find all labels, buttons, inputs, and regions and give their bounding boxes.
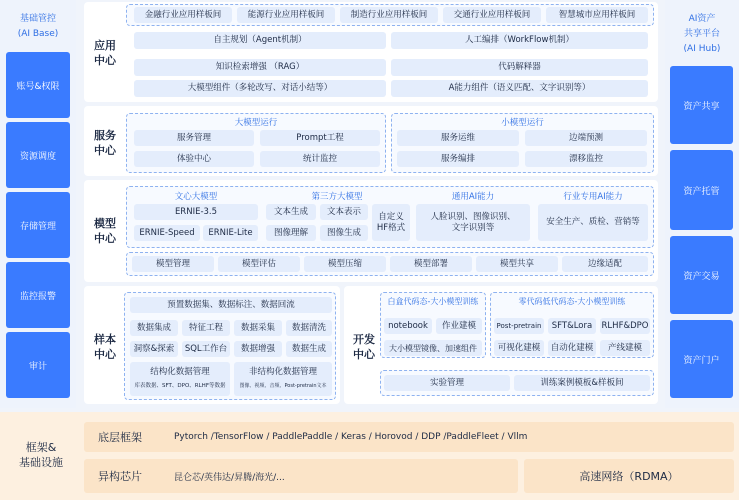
- dev-center-label: 开发 中心: [353, 333, 375, 361]
- sidebar-item-audit[interactable]: 审计: [6, 332, 70, 398]
- chip-label: 异构芯片: [98, 470, 142, 483]
- right-sidebar-title1: AI资产: [688, 14, 716, 24]
- big-model-run-title: 大模型运行: [234, 118, 278, 128]
- model-ernie-35[interactable]: ERNIE-3.5: [134, 204, 258, 220]
- sidebar-item-asset-share[interactable]: 资产共享: [670, 66, 733, 144]
- model-image-gen[interactable]: 图像生成: [320, 225, 368, 241]
- model-op-compress[interactable]: 模型压缩: [304, 256, 386, 272]
- app-item-rag[interactable]: 知识检索增强 （RAG）: [134, 59, 386, 76]
- model-industry-ai[interactable]: 安全生产、质检、营销等: [538, 204, 648, 241]
- model-op-deploy[interactable]: 模型部署: [390, 256, 472, 272]
- framework-value: Pytorch /TensorFlow / PaddlePaddle / Keras / Horovod / DDP /PaddleFleet / Vllm: [174, 432, 528, 442]
- model-op-share[interactable]: 模型共享: [476, 256, 558, 272]
- service-center-label: 服务 中心: [94, 129, 116, 157]
- app-item-workflow[interactable]: 人工编排（WorkFlow机制）: [391, 32, 648, 49]
- service-item-manage[interactable]: 服务管理: [134, 130, 254, 146]
- dev-post-pretrain[interactable]: Post-pretrain: [494, 318, 544, 334]
- dev-auto-modeling[interactable]: 自动化建模: [548, 340, 596, 356]
- app-item-code-interpreter[interactable]: 代码解释器: [391, 59, 648, 76]
- chip-value: 昆仑芯/英伟达/昇腾/海光/...: [174, 472, 285, 483]
- dev-visual-modeling[interactable]: 可视化建模: [494, 340, 544, 356]
- sample-insight[interactable]: 洞察&探索: [130, 341, 178, 357]
- service-item-drift[interactable]: 漂移监控: [525, 151, 647, 167]
- sample-collect[interactable]: 数据采集: [234, 320, 282, 336]
- service-item-orchestrate[interactable]: 服务编排: [397, 151, 519, 167]
- model-ernie-speed[interactable]: ERNIE-Speed: [134, 225, 200, 241]
- unstructured-data-desc: 图像、视频、音频、Post-pretrain文本: [239, 382, 327, 389]
- dev-sft-lora[interactable]: SFT&Lora: [548, 318, 596, 334]
- unstructured-data-card[interactable]: [234, 362, 332, 396]
- sidebar-item-scheduling[interactable]: 资源调度: [6, 122, 70, 188]
- whitebox-title: 白盒代码态-大小模型训练: [387, 297, 479, 306]
- app-item-finance[interactable]: 金融行业应用样板间: [134, 7, 232, 23]
- model-op-evaluate[interactable]: 模型评估: [218, 256, 300, 272]
- sidebar-item-monitoring[interactable]: 监控报警: [6, 262, 70, 328]
- dev-template[interactable]: 训练案例模板&样板间: [514, 375, 650, 391]
- left-sidebar-subtitle: (AI Base): [17, 29, 59, 39]
- third-party-title: 第三方大模型: [311, 192, 363, 202]
- left-sidebar-title: 基础管控: [19, 14, 56, 24]
- service-item-prompt[interactable]: Prompt工程: [260, 130, 380, 146]
- general-ai-title: 通用AI能力: [451, 192, 495, 202]
- lowcode-title: 零代码低代码态-大小模型训练: [518, 297, 626, 306]
- unstructured-data-title: 非结构化数据管理: [248, 366, 317, 377]
- dev-experiment[interactable]: 实验管理: [384, 375, 510, 391]
- dev-image-accel[interactable]: 大小模型镜像、加速组件: [384, 340, 482, 356]
- model-op-manage[interactable]: 模型管理: [132, 256, 214, 272]
- model-general-ai[interactable]: 人脸识别、图像识别、 文字识别等: [416, 204, 530, 241]
- right-sidebar-subtitle: (AI Hub): [683, 44, 721, 54]
- small-model-run-title: 小模型运行: [501, 118, 544, 128]
- sample-clean[interactable]: 数据清洗: [286, 320, 332, 336]
- wenxin-title: 文心大模型: [174, 192, 218, 202]
- dev-notebook[interactable]: notebook: [384, 318, 432, 334]
- app-item-energy[interactable]: 能源行业应用样板间: [237, 7, 335, 23]
- chip-row[interactable]: [84, 459, 518, 493]
- model-center-label: 模型 中心: [94, 217, 116, 245]
- sidebar-item-asset-hosting[interactable]: 资产托管: [670, 150, 733, 230]
- app-item-manufacture[interactable]: 制造行业应用样板间: [340, 7, 438, 23]
- structured-data-title: 结构化数据管理: [150, 366, 210, 377]
- framework-label: 底层框架: [98, 431, 142, 444]
- sidebar-item-storage[interactable]: 存储管理: [6, 192, 70, 258]
- app-item-ai-component[interactable]: A能力组件（语义匹配、文字识别等）: [391, 80, 648, 97]
- model-image-understand[interactable]: 图像理解: [266, 225, 316, 241]
- service-item-ops[interactable]: 服务运维: [397, 130, 519, 146]
- app-item-traffic[interactable]: 交通行业应用样板间: [443, 7, 541, 23]
- right-sidebar-title2: 共享平台: [683, 29, 720, 39]
- sample-integrate[interactable]: 数据集成: [130, 320, 178, 336]
- app-item-agent[interactable]: 自主规划（Agent机制）: [134, 32, 386, 49]
- model-text-embed[interactable]: 文本表示: [320, 204, 368, 220]
- sidebar-item-account[interactable]: 账号&权限: [6, 52, 70, 118]
- model-custom-hf[interactable]: 自定义 HF格式: [372, 204, 410, 241]
- sidebar-item-asset-trade[interactable]: 资产交易: [670, 236, 733, 314]
- model-op-edge[interactable]: 边缘适配: [562, 256, 648, 272]
- sample-center-label: 样本 中心: [94, 333, 116, 361]
- service-item-edge-predict[interactable]: 边端预测: [525, 130, 647, 146]
- sample-feature[interactable]: 特征工程: [182, 320, 230, 336]
- sample-top[interactable]: 预置数据集、数据标注、数据回流: [130, 297, 332, 313]
- service-item-experience[interactable]: 体验中心: [134, 151, 254, 167]
- network-cell[interactable]: 高速网络（RDMA）: [524, 459, 734, 493]
- sidebar-item-asset-portal[interactable]: 资产门户: [670, 320, 733, 398]
- structured-data-card[interactable]: [130, 362, 230, 396]
- dev-pipeline-modeling[interactable]: 产线建模: [600, 340, 650, 356]
- app-item-llm-component[interactable]: 大模型组件（多轮改写、对话小结等）: [134, 80, 386, 97]
- framework-row[interactable]: [84, 422, 734, 452]
- structured-data-desc: 库表数据、SFT、DPO、RLHF等数据: [134, 382, 226, 389]
- sample-augment[interactable]: 数据增强: [234, 341, 282, 357]
- model-text-gen[interactable]: 文本生成: [266, 204, 316, 220]
- infrastructure-label: 框架& 基础设施: [19, 441, 63, 469]
- dev-job-modeling[interactable]: 作业建模: [436, 318, 482, 334]
- sample-sql[interactable]: SQL工作台: [182, 341, 230, 357]
- dev-rlhf-dpo[interactable]: RLHF&DPO: [600, 318, 650, 334]
- service-item-stats[interactable]: 统计监控: [260, 151, 380, 167]
- sample-generate[interactable]: 数据生成: [286, 341, 332, 357]
- app-center-label: 应用 中心: [94, 39, 116, 67]
- app-item-smartcity[interactable]: 智慧城市应用样板间: [546, 7, 648, 23]
- model-ernie-lite[interactable]: ERNIE-Lite: [203, 225, 258, 241]
- industry-ai-title: 行业专用AI能力: [563, 192, 623, 202]
